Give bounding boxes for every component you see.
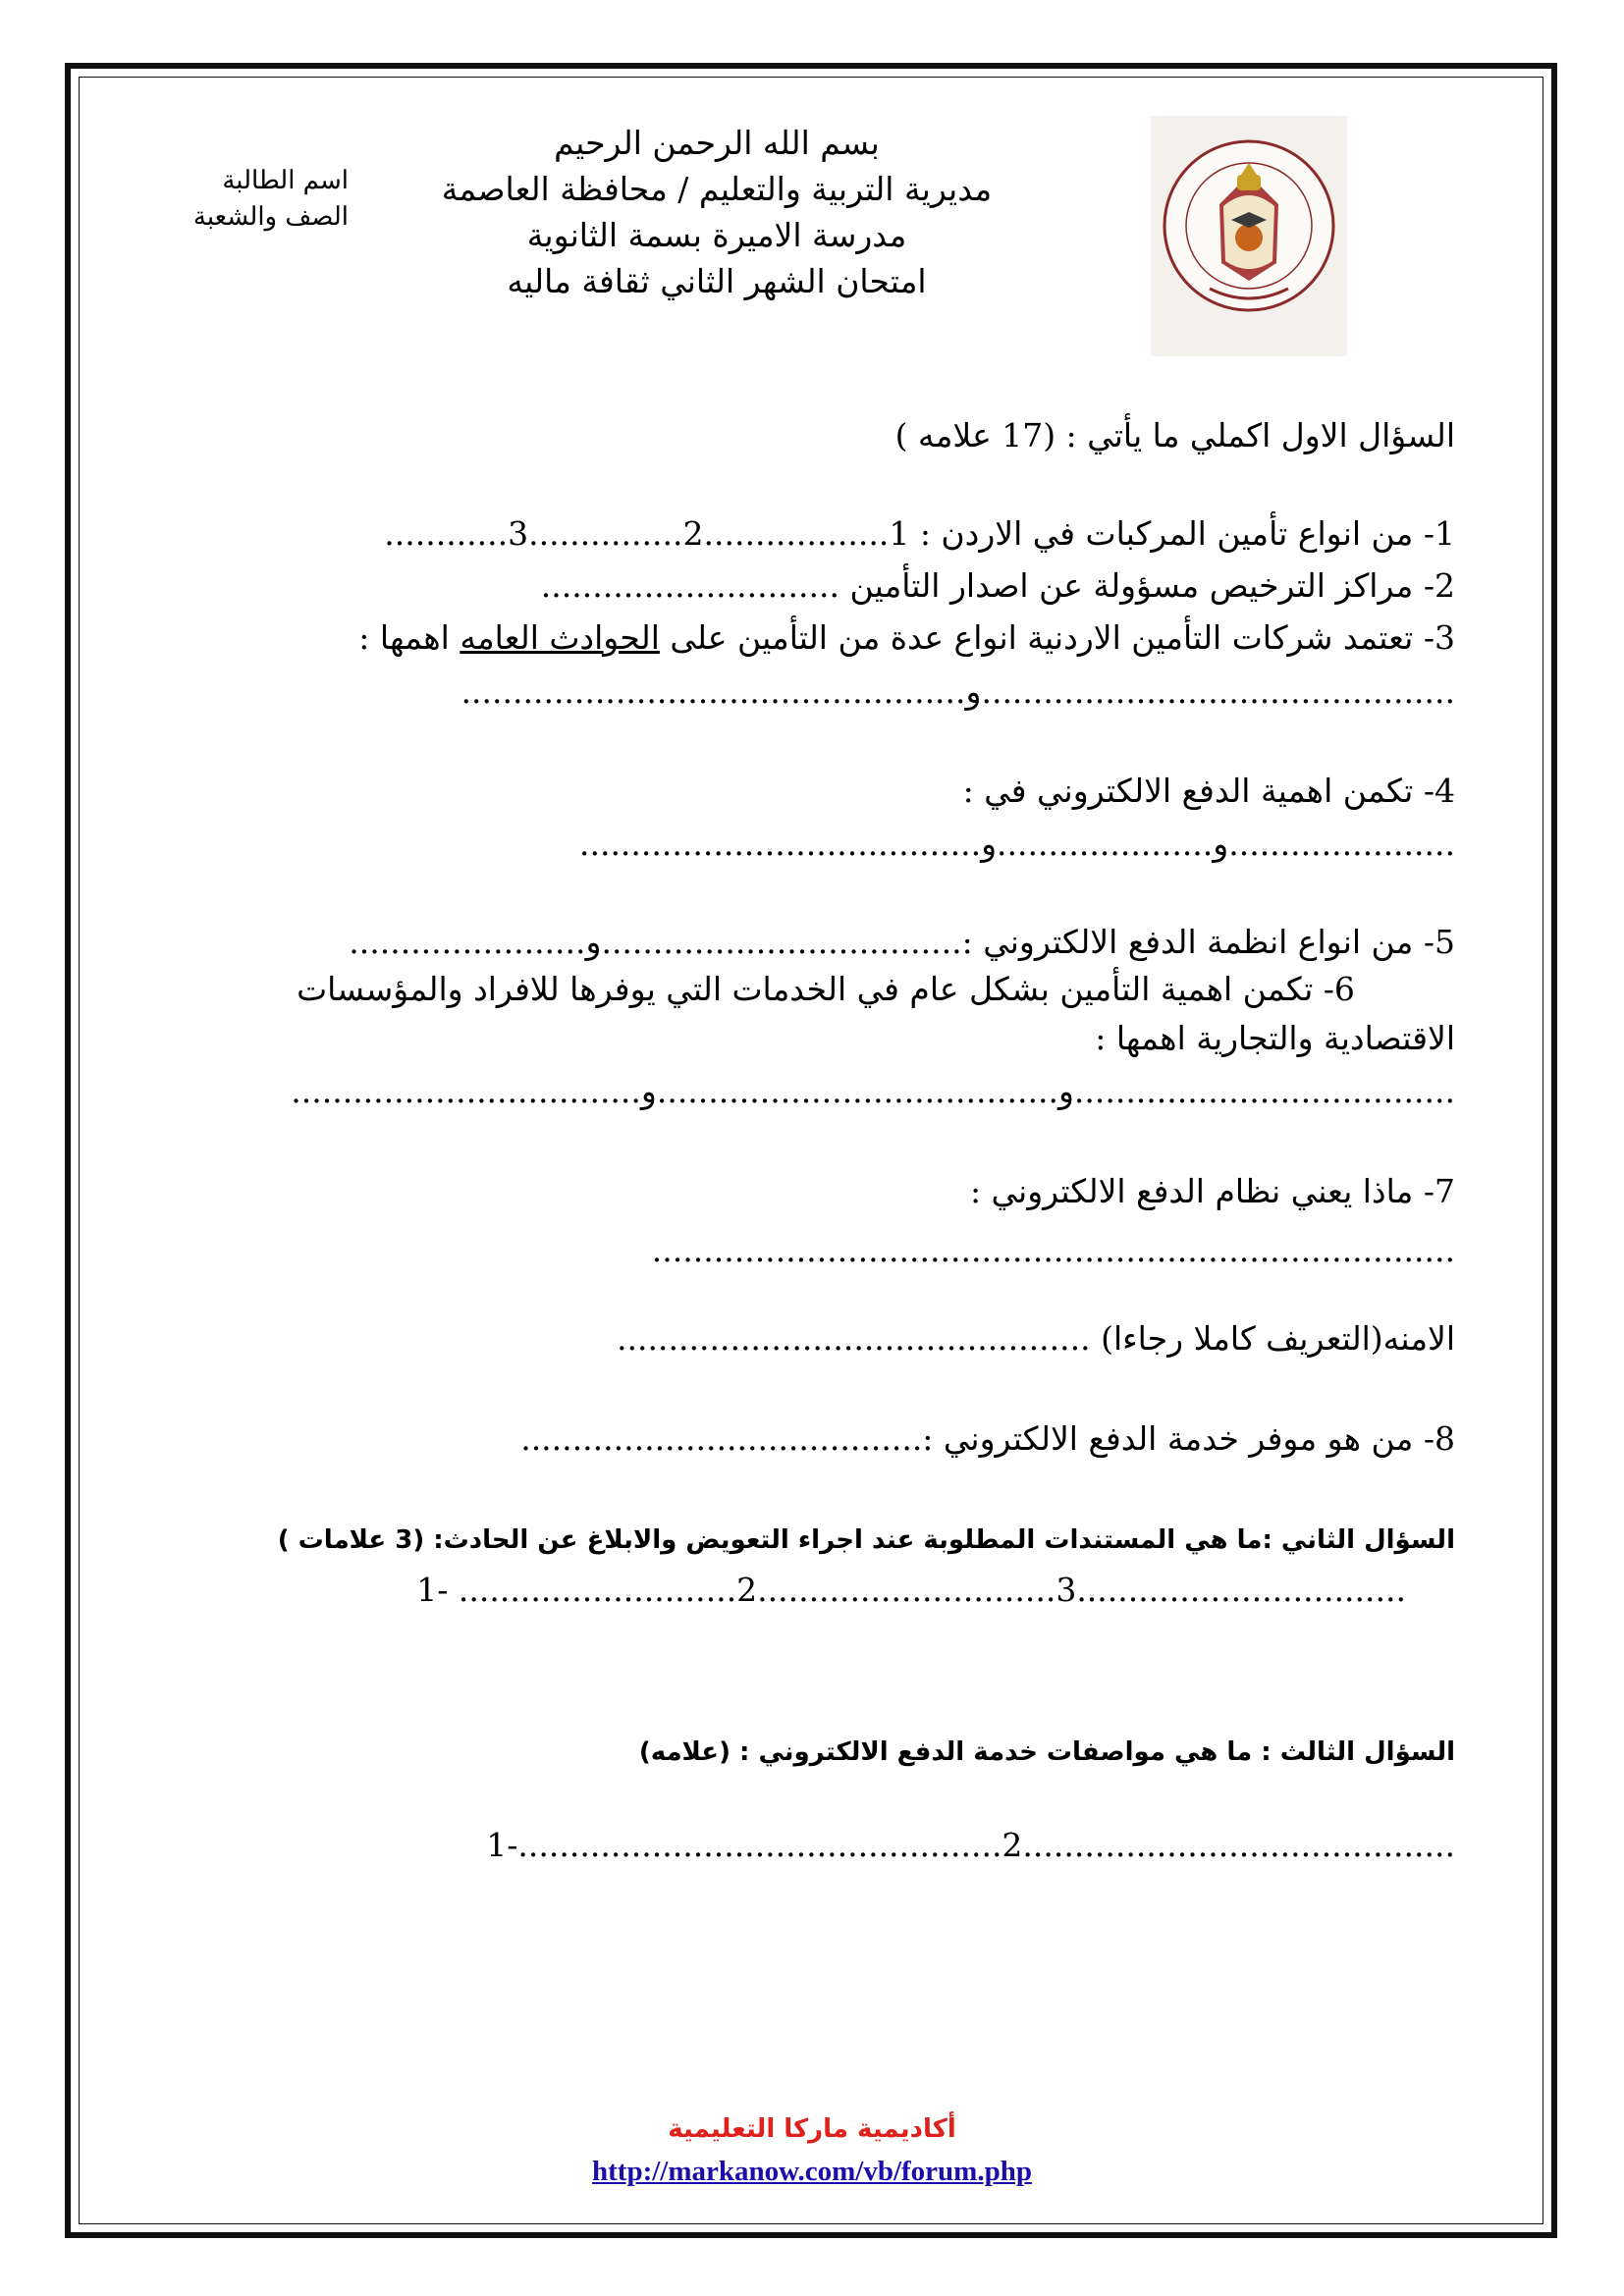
header-basmala: بسم الله الرحمن الرحيم — [554, 124, 880, 162]
q1-item-2: 2- مراكز الترخيص مسؤولة عن اصدار التأمين ............................. — [540, 566, 1455, 605]
footer-academy-name: أكاديمية ماركا التعليمية — [668, 2114, 956, 2144]
q1-item-7-definition: الامنه(التعريف كاملا رجاءا) .............................................. — [617, 1319, 1455, 1358]
q2-title: السؤال الثاني :ما هي المستندات المطلوبة عند اجراء التعويض والابلاغ عن الحادث: (3 علامات ) — [277, 1525, 1455, 1555]
q1-item-4-answer-line: ......................و.....................و....................................... — [578, 825, 1455, 863]
header-exam-title: امتحان الشهر الثاني ثقافة ماليه — [507, 262, 927, 300]
ministry-seal-icon — [1151, 116, 1347, 356]
q3-answer-line: 1-...............................................2.......................................... — [486, 1826, 1455, 1864]
q3-title: السؤال الثالث : ما هي مواصفات خدمة الدفع الالكتروني : (علامه) — [638, 1737, 1455, 1767]
q1-item-4: 4- تكمن اهمية الدفع الالكتروني في : — [962, 772, 1455, 810]
q1-item-6-answer-line: .....................................و.......................................و.................................. — [291, 1072, 1455, 1110]
header-school: مدرسة الاميرة بسمة الثانوية — [526, 216, 907, 254]
student-class-label: الصف والشعبة — [192, 202, 349, 232]
q1-item-8: 8- من هو موفر خدمة الدفع الالكتروني :....................................... — [520, 1419, 1455, 1458]
footer-forum-link[interactable]: http://markanow.com/vb/forum.php — [592, 2156, 1032, 2187]
q1-item-3-text-a: 3- تعتمد شركات التأمين الاردنية انواع عدة من التأمين على — [659, 618, 1455, 657]
page-border-inner — [79, 77, 1543, 2224]
q1-item-3-text-b: اهمها : — [358, 618, 460, 657]
q2-answer-line: 1- ...........................2.............................3................................ — [416, 1571, 1406, 1609]
q1-title: السؤال الاول اكملي ما يأتي : (17 علامه ) — [894, 416, 1455, 454]
q1-item-7: 7- ماذا يعني نظام الدفع الالكتروني : — [969, 1172, 1455, 1210]
q1-item-3-answer-line: ..............................................و................................................. — [460, 672, 1455, 711]
q1-item-6-line-1: 6- تكمن اهمية التأمين بشكل عام في الخدمات التي يوفرها للافراد والمؤسسات — [297, 970, 1355, 1008]
header-directorate: مديرية التربية والتعليم / محافظة العاصمة — [441, 170, 993, 208]
student-info — [167, 163, 349, 236]
q1-item-1: 1- من انواع تأمين المركبات في الاردن : 1..................2...............3............ — [384, 514, 1455, 553]
q1-item-7-answer-line: .............................................................................. — [651, 1231, 1455, 1269]
exam-header — [412, 120, 1021, 304]
q1-item-5: 5- من انواع انظمة الدفع الالكتروني :...................................و....................... — [349, 923, 1455, 961]
q1-item-6-line-2: الاقتصادية والتجارية اهمها : — [1095, 1019, 1455, 1057]
q1-item-3 — [358, 616, 1455, 660]
student-name-label: اسم الطالبة — [222, 166, 349, 195]
q1-item-3-underlined: الحوادث العامه — [460, 618, 660, 657]
